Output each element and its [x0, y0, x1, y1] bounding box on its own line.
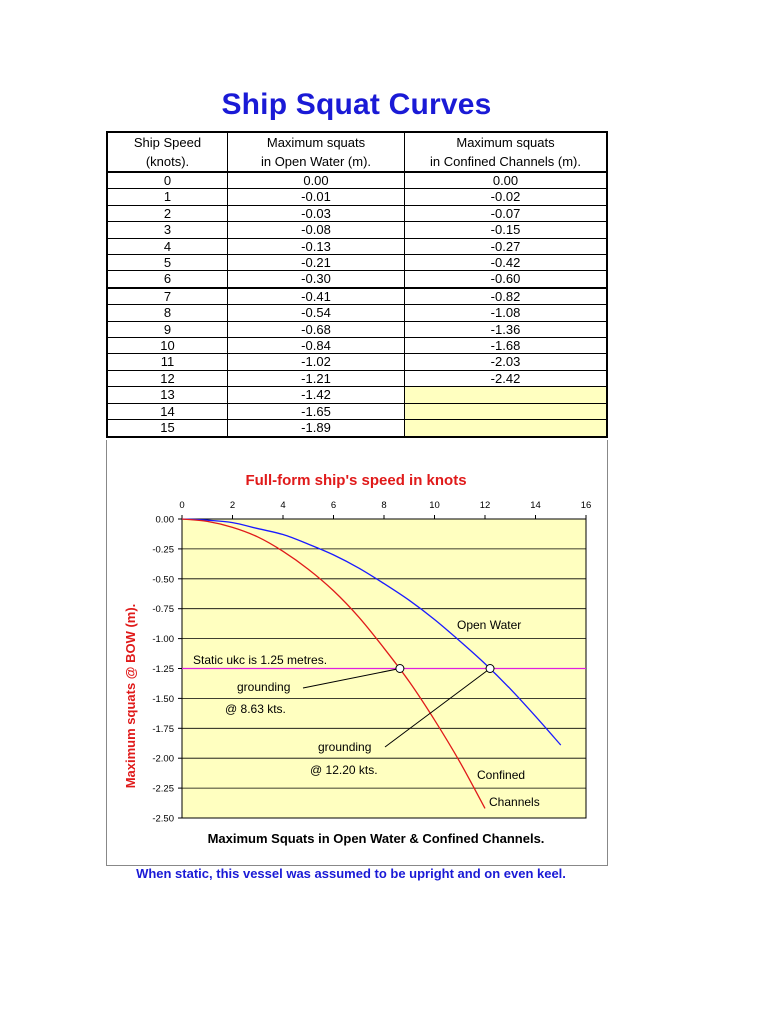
table-header-row: [107, 132, 607, 172]
table-row: [107, 321, 607, 337]
cell-confined: -0.07: [405, 205, 608, 221]
table-row: [107, 189, 607, 205]
y-axis-label: Maximum squats @ BOW (m).: [123, 603, 138, 789]
cell-open-water: -1.02: [228, 354, 405, 370]
cell-speed: 0: [107, 172, 228, 189]
header-open-water-line2: in Open Water (m).: [260, 154, 372, 169]
cell-open-water: -0.30: [228, 271, 405, 288]
x-tick-label: 16: [580, 500, 592, 511]
y-tick-label: -1.00: [152, 634, 174, 646]
cell-open-water: -1.89: [228, 420, 405, 437]
squat-table: [106, 131, 608, 438]
cell-confined: 0.00: [405, 172, 608, 189]
table-row: [107, 271, 607, 288]
intersection-marker: [396, 665, 404, 673]
cell-confined: -0.82: [405, 288, 608, 305]
y-tick-label: -0.25: [152, 544, 174, 556]
cell-speed: 11: [107, 354, 228, 370]
header-speed: [107, 132, 228, 172]
cell-confined: [405, 387, 608, 403]
table-row: [107, 305, 607, 321]
cell-confined: -0.42: [405, 255, 608, 271]
cell-speed: 4: [107, 238, 228, 254]
cell-open-water: -0.01: [228, 189, 405, 205]
x-tick-label: 14: [530, 500, 541, 511]
cell-open-water: -0.03: [228, 205, 405, 221]
y-tick-label: -2.25: [152, 783, 174, 795]
cell-open-water: -0.21: [228, 255, 405, 271]
cell-speed: 9: [107, 321, 228, 337]
table-row: [107, 172, 607, 189]
cell-open-water: -1.42: [228, 387, 405, 403]
cell-speed: 10: [107, 338, 228, 354]
confined-label: Confined: [477, 768, 526, 782]
x-tick-label: 4: [280, 500, 286, 511]
cell-open-water: 0.00: [228, 172, 405, 189]
header-confined: [405, 132, 608, 172]
cell-open-water: -0.68: [228, 321, 405, 337]
x-tick-label: 6: [330, 500, 337, 511]
cell-confined: -0.60: [405, 271, 608, 288]
cell-confined: -1.36: [405, 321, 608, 337]
cell-speed: 8: [107, 305, 228, 321]
header-speed-line1: Ship Speed: [133, 135, 202, 150]
channels-label: Channels: [489, 795, 540, 809]
footnote: When static, this vessel was assumed to be upright and on even keel.: [136, 866, 566, 881]
cell-confined: [405, 420, 608, 437]
y-tick-label: -1.75: [152, 723, 174, 735]
header-open-water: [228, 132, 405, 172]
grounding-speed-label: @ 12.20 kts.: [310, 763, 378, 777]
cell-speed: 7: [107, 288, 228, 305]
cell-confined: -2.03: [405, 354, 608, 370]
cell-speed: 3: [107, 222, 228, 238]
table-row: [107, 354, 607, 370]
cell-speed: 13: [107, 387, 228, 403]
table-row: [107, 238, 607, 254]
cell-speed: 2: [107, 205, 228, 221]
page-title: Ship Squat Curves: [221, 88, 492, 121]
x-tick-label: 12: [479, 500, 491, 511]
y-tick-label: -2.50: [152, 813, 174, 825]
squat-chart: [107, 440, 607, 865]
header-confined-line2: in Confined Channels (m).: [429, 154, 582, 169]
cell-open-water: -0.84: [228, 338, 405, 354]
cell-open-water: -0.41: [228, 288, 405, 305]
cell-open-water: -0.54: [228, 305, 405, 321]
intersection-marker: [486, 665, 494, 673]
table-row: [107, 222, 607, 238]
x-tick-label: 0: [179, 500, 185, 511]
cell-open-water: -1.21: [228, 370, 405, 386]
cell-confined: -1.68: [405, 338, 608, 354]
y-tick-label: -0.75: [152, 604, 174, 616]
chart-title: Full-form ship's speed in knots: [245, 472, 467, 489]
y-tick-label: -0.50: [152, 574, 174, 586]
cell-open-water: -1.65: [228, 403, 405, 419]
cell-speed: 6: [107, 271, 228, 288]
cell-confined: -0.27: [405, 238, 608, 254]
cell-confined: [405, 403, 608, 419]
table-row: [107, 255, 607, 271]
y-tick-label: -1.50: [152, 693, 174, 705]
header-speed-line2: (knots).: [145, 154, 190, 169]
table-body: [107, 172, 607, 437]
cell-open-water: -0.13: [228, 238, 405, 254]
cell-confined: -0.15: [405, 222, 608, 238]
y-tick-label: -2.00: [152, 753, 174, 765]
y-tick-label: 0.00: [155, 514, 174, 526]
table-row: [107, 420, 607, 437]
cell-confined: -0.02: [405, 189, 608, 205]
x-tick-label: 8: [381, 500, 387, 511]
grounding-label: grounding: [237, 680, 291, 694]
cell-speed: 15: [107, 420, 228, 437]
table-row: [107, 403, 607, 419]
table-row: [107, 205, 607, 221]
x-axis-label: Maximum Squats in Open Water & Confined Channels.: [207, 831, 545, 846]
table-row: [107, 370, 607, 386]
y-tick-label: -1.25: [152, 664, 174, 675]
table-row: [107, 387, 607, 403]
plot-area: [152, 500, 591, 825]
grounding-speed-label: @ 8.63 kts.: [225, 702, 286, 716]
header-open-water-line1: Maximum squats: [266, 135, 366, 150]
table-row: [107, 288, 607, 305]
chart-container: [106, 440, 608, 866]
cell-speed: 1: [107, 189, 228, 205]
x-tick-label: 2: [229, 500, 236, 511]
cell-confined: -1.08: [405, 305, 608, 321]
grounding-label: grounding: [318, 740, 372, 754]
cell-confined: -2.42: [405, 370, 608, 386]
cell-open-water: -0.08: [228, 222, 405, 238]
cell-speed: 12: [107, 370, 228, 386]
open-water-label: Open Water: [457, 618, 522, 632]
ukc-label: Static ukc is 1.25 metres.: [193, 653, 328, 667]
header-confined-line1: Maximum squats: [456, 135, 555, 150]
table-row: [107, 338, 607, 354]
cell-speed: 14: [107, 403, 228, 419]
cell-speed: 5: [107, 255, 228, 271]
x-tick-label: 10: [429, 500, 440, 511]
